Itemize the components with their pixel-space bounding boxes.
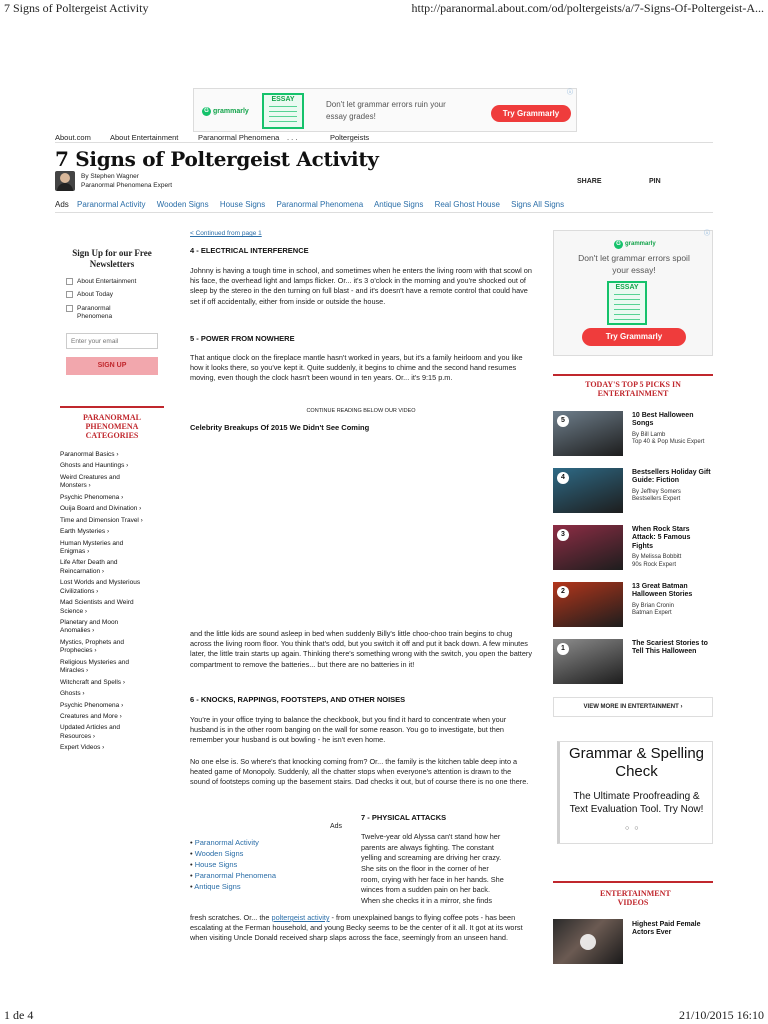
category-link[interactable]: Updated Articles and Resources › — [60, 724, 144, 741]
pin-button[interactable]: PIN — [649, 178, 661, 185]
rank-badge: 3 — [557, 529, 569, 541]
top5-divider — [553, 374, 713, 376]
section-7-line: winces from a sudden pain on her back. — [361, 885, 490, 895]
top5-item-author[interactable]: By Melissa Bobbitt — [632, 554, 682, 561]
category-link[interactable]: Weird Creatures and Monsters › — [60, 474, 144, 491]
section-heading-5: 5 - POWER FROM NOWHERE — [190, 334, 295, 343]
section-heading-4: 4 - ELECTRICAL INTERFERENCE — [190, 246, 309, 255]
category-link[interactable]: Witchcraft and Spells › — [60, 679, 144, 687]
option-label: About Today — [77, 291, 114, 299]
adchoices-icon[interactable]: ⓘ — [703, 231, 710, 237]
categories-divider — [60, 406, 164, 408]
breadcrumb — [55, 133, 713, 143]
videos-divider — [553, 881, 713, 883]
category-link[interactable]: Creatures and More › — [60, 713, 144, 721]
category-link[interactable]: Religious Mysteries and Miracles › — [60, 659, 144, 676]
checkbox-about-today[interactable] — [66, 291, 73, 298]
section-7-line: room, crying with her face in her hands. She — [361, 874, 504, 884]
category-link[interactable]: Life After Death and Reincarnation › — [60, 559, 144, 576]
view-more-entertainment-button[interactable]: VIEW MORE IN ENTERTAINMENT › — [553, 697, 713, 717]
top5-item[interactable] — [553, 411, 713, 468]
section-6-text-b: No one else is. So where's that knocking coming from? Or... the family is the kitchen table deep into a heated game of Monopoly. Suddenly, all the chatter stops when everyone's attention is drawn to the sound of footsteps coming up the basement stairs. Dad checks it out, but of course there is no one there. — [190, 757, 529, 787]
section-7-line: Twelve-year old Alyssa can't stand how her — [361, 832, 501, 841]
author-avatar[interactable] — [55, 171, 75, 191]
section-7-line: When she checks it in a mirror, she finds — [361, 895, 492, 905]
top5-item-role: 90s Rock Expert — [632, 561, 677, 568]
rank-badge: 5 — [557, 415, 569, 427]
top5-item-title[interactable]: 10 Best Halloween Songs — [632, 412, 694, 428]
video-note: CONTINUE READING BELOW OUR VIDEO — [306, 408, 416, 414]
grammar-check-ad[interactable] — [557, 741, 713, 844]
print-page-title: 7 Signs of Poltergeist Activity — [4, 1, 149, 15]
inline-ad-antique-signs[interactable]: Antique Signs — [194, 881, 241, 891]
video-title[interactable]: Celebrity Breakups Of 2015 We Didn't See Coming — [190, 423, 370, 432]
top5-item[interactable] — [553, 639, 713, 696]
grammarly-logo: G grammarly — [614, 240, 656, 249]
rank-badge: 1 — [557, 643, 569, 655]
print-page-url: http://paranormal.about.com/od/poltergeists/a/7-Signs-Of-Poltergeist-A... — [411, 1, 764, 15]
share-button[interactable]: SHARE — [577, 178, 602, 185]
category-link[interactable]: Ghosts › — [60, 690, 144, 698]
newsletter-title: Sign Up for our Free Newsletters — [72, 248, 152, 269]
top5-thumbnail[interactable] — [553, 582, 623, 627]
rank-badge: 4 — [557, 472, 569, 484]
inline-ads-list: • Paranormal Activity • Wooden Signs • House Signs • Paranormal Phenomena • Antique Signs — [190, 838, 277, 891]
top5-item-title[interactable]: 13 Great Batman Halloween Stories — [632, 583, 693, 599]
breadcrumb-ellipsis: . . . — [287, 133, 298, 142]
adchoices-icon[interactable]: ⓘ — [566, 90, 573, 96]
right-try-grammarly-button[interactable]: Try Grammarly — [582, 328, 686, 346]
top5-title: TODAY'S TOP 5 PICKS IN ENTERTAINMENT — [585, 380, 681, 399]
top5-item-author[interactable]: By Bill Lamb — [632, 431, 666, 438]
print-datetime: 21/10/2015 16:10 — [678, 1008, 764, 1022]
top5-item-role: Bestsellers Expert — [632, 496, 681, 503]
section-5-continued-text: and the little kids are sound asleep in bed when suddenly Billy's little choo-choo train begins to chug across the living room floor. You think that's odd, but you switch it off and put it back down. A few minutes later, the little train starts up again. Thinking there's something wrong with the switch, you open the battery compartment to remove the batteries... but there are no batteries in it! — [190, 629, 532, 669]
top5-item-title[interactable]: Bestsellers Holiday Gift Guide: Fiction — [632, 469, 711, 485]
ad-link-antique-signs[interactable]: Antique Signs — [373, 200, 424, 209]
top5-item-author[interactable]: By Brian Cronin — [632, 602, 675, 609]
ad-link-paranormal-activity[interactable]: Paranormal Activity — [77, 200, 146, 209]
category-link[interactable]: Ghosts and Hauntings › — [60, 462, 144, 470]
section-7-line: parents are always fighting. The constant — [361, 842, 494, 852]
category-link[interactable]: Time and Dimension Travel › — [60, 517, 144, 525]
inline-ad-paranormal-activity[interactable]: Paranormal Activity — [194, 838, 259, 847]
section-5-text: That antique clock on the fireplace mantle hasn't worked in years, but it's a family heirloom and you like how it looks there, so you've kept it. Quite suddenly, it begins to chime and the second hand resumes moving, even though the clock hasn't been wound in ten years. Or... it's 9:15 p.m. — [190, 353, 523, 383]
video-item-title[interactable]: Highest Paid Female Actors Ever — [632, 921, 701, 937]
grammar-ad-text: The Ultimate Proofreading & Text Evaluation Tool. Try Now! — [569, 791, 704, 815]
ads-link-bar — [55, 200, 713, 213]
try-grammarly-button[interactable]: Try Grammarly — [491, 105, 571, 122]
section-7-line: She sits on the floor in the corner of her — [361, 863, 489, 873]
ads-label: Ads — [55, 200, 69, 209]
breadcrumb-entertainment[interactable]: About Entertainment — [110, 133, 179, 142]
category-link[interactable]: Expert Videos › — [60, 744, 144, 752]
chevron-right-icon: › — [678, 704, 683, 710]
grammarly-g-icon: G — [202, 107, 211, 116]
continued-link[interactable]: < Continued from page 1 — [190, 230, 262, 237]
top5-thumbnail[interactable] — [553, 468, 623, 513]
inline-ad-house-signs[interactable]: House Signs — [194, 859, 238, 869]
section-heading-6: 6 - KNOCKS, RAPPINGS, FOOTSTEPS, AND OTHER NOISES — [190, 695, 406, 704]
top5-item-author[interactable]: By Jeffrey Somers — [632, 488, 681, 495]
top5-item-role: Top 40 & Pop Music Expert — [632, 439, 705, 446]
top5-item-title[interactable]: The Scariest Stories to Tell This Halloween — [632, 640, 708, 656]
ad-pagination-dots[interactable]: ○○ — [625, 825, 644, 832]
poltergeist-activity-link[interactable]: poltergeist activity — [271, 913, 330, 922]
inline-ad-wooden-signs[interactable]: Wooden Signs — [194, 848, 244, 858]
right-ad-text: Don't let grammar errors spoil your essay! — [578, 253, 690, 275]
print-page-number: 1 de 4 — [4, 1008, 34, 1022]
top-ad-text: Don't let grammar errors ruin your essay grades! — [326, 100, 446, 121]
category-link[interactable]: Earth Mysteries › — [60, 528, 144, 536]
ad-link-real-ghost-house[interactable]: Real Ghost House — [434, 200, 500, 209]
checkbox-paranormal[interactable] — [66, 305, 73, 312]
play-icon — [580, 934, 596, 950]
newsletter-options — [66, 278, 160, 322]
category-link[interactable]: Planetary and Moon Anomalies › — [60, 619, 144, 636]
top5-thumbnail[interactable] — [553, 525, 623, 570]
top5-item-role: Batman Expert — [632, 610, 672, 617]
right-grammarly-ad[interactable] — [553, 230, 713, 356]
section-7-text: fresh scratches. Or... the poltergeist activity - from unexplained bangs to flying coffee pots - has been escalating at the Ferman household, and young Becky seems to be the center of it all. It got at its worst when visiting Uncle Donald received sharp slaps across the face, seemingly from an unseen hand. — [190, 913, 523, 943]
categories-title: PARANORMAL PHENOMENA CATEGORIES — [82, 413, 142, 441]
grammarly-g-icon: G — [614, 240, 623, 249]
category-link[interactable]: Mad Scientists and Weird Science › — [60, 599, 144, 616]
category-link[interactable]: Lost Worlds and Mysterious Civilizations › — [60, 579, 144, 596]
breadcrumb-about[interactable]: About.com — [55, 133, 91, 142]
breadcrumb-paranormal[interactable]: Paranormal Phenomena — [198, 133, 280, 142]
section-7-line: yelling and screaming are driving her crazy. — [361, 853, 502, 863]
author-role: Paranormal Phenomena Expert — [81, 182, 173, 189]
category-link[interactable]: Psychic Phenomena › — [60, 494, 144, 502]
top5-list — [553, 411, 713, 696]
top5-thumbnail[interactable] — [553, 639, 623, 684]
author-byline[interactable]: By Stephen Wagner — [81, 173, 139, 180]
inline-ad-paranormal-phenomena[interactable]: Paranormal Phenomena — [194, 870, 277, 880]
breadcrumb-poltergeists[interactable]: Poltergeists — [330, 133, 370, 142]
page-title: 7 Signs of Poltergeist Activity — [55, 147, 379, 171]
top5-item[interactable] — [553, 468, 713, 525]
ad-link-signs-all-signs[interactable]: Signs All Signs — [511, 200, 565, 209]
category-link[interactable]: Human Mysteries and Enigmas › — [60, 540, 144, 557]
essay-illustration: ESSAY — [262, 93, 304, 129]
top5-item[interactable] — [553, 582, 713, 639]
option-label: Paranormal Phenomena — [77, 304, 113, 321]
category-link[interactable]: Psychic Phenomena › — [60, 702, 144, 710]
inline-ads-label: Ads — [329, 823, 342, 830]
section-4-text: Johnny is having a tough time in school, and sometimes when he enters the living room with that scowl on his face, the overhead light and lamps flicker. Or... it's 3 o'clock in the morning and you're shocked out of sleep by the stereo in the den turning on full blast - and it's doesn't have a remote control that could have set if off accidentally, either from inside or outside the house. — [190, 266, 532, 306]
category-link[interactable]: Paranormal Basics › — [60, 451, 144, 459]
rank-badge: 2 — [557, 586, 569, 598]
section-heading-7: 7 - PHYSICAL ATTACKS — [361, 813, 447, 822]
option-label: About Entertainment — [77, 278, 137, 285]
top-grammarly-ad[interactable] — [193, 88, 577, 132]
grammar-ad-title: Grammar & Spelling Check — [568, 745, 705, 780]
grammarly-logo: G grammarly — [202, 107, 249, 116]
top5-thumbnail[interactable] — [553, 411, 623, 456]
section-6-text-a: You're in your office trying to balance the checkbook, but you find it hard to concentrate when your husband is in the other room banging on the wall for some reason. You go to investigate, but then remember your husband is out bowling - he isn't even home. — [190, 715, 507, 745]
sign-up-button[interactable]: SIGN UP — [66, 357, 158, 375]
category-link[interactable]: Mystics, Prophets and Prophecies › — [60, 639, 144, 656]
video-thumbnail[interactable] — [553, 919, 623, 964]
ad-link-paranormal-phenomena[interactable]: Paranormal Phenomena — [276, 200, 364, 209]
category-link[interactable]: Ouija Board and Divination › — [60, 505, 144, 513]
ad-link-wooden-signs[interactable]: Wooden Signs — [156, 200, 209, 209]
ad-link-house-signs[interactable]: House Signs — [219, 200, 266, 209]
top5-item[interactable] — [553, 525, 713, 582]
ent-videos-title: ENTERTAINMENT VIDEOS — [600, 889, 671, 908]
checkbox-about-entertainment[interactable] — [66, 278, 73, 285]
section-7-text-column — [361, 832, 536, 906]
email-input[interactable] — [66, 333, 158, 349]
top5-item-title[interactable]: When Rock Stars Attack: 5 Famous Fights — [632, 526, 691, 550]
categories-list — [60, 451, 144, 756]
video-player[interactable] — [190, 435, 532, 625]
essay-illustration: ESSAY — [607, 281, 647, 325]
